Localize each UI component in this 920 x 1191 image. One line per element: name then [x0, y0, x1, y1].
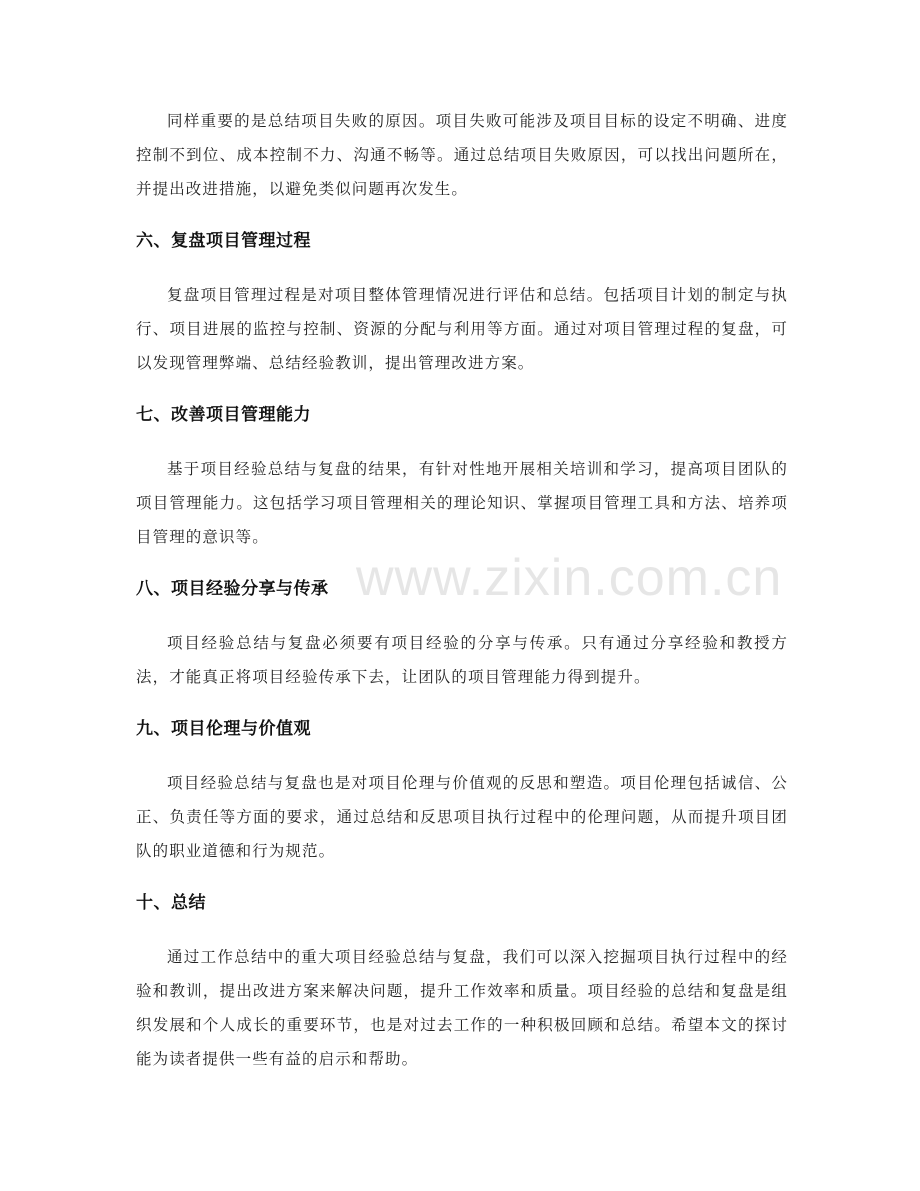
- section-heading-7: 七、改善项目管理能力: [136, 405, 311, 425]
- section-body-7: 基于项目经验总结与复盘的结果，有针对性地开展相关培训和学习，提高项目团队的项目管理能力。这包括学习项目管理相关的理论知识、掌握项目管理工具和方法、培养项目管理的意识等。: [136, 460, 788, 546]
- section-body-9: 项目经验总结与复盘也是对项目伦理与价值观的反思和塑造。项目伦理包括诚信、公正、负责任等方面的要求，通过总结和反思项目执行过程中的伦理问题，从而提升项目团队的职业道德和行为规范。: [136, 774, 788, 860]
- section-body-10: 通过工作总结中的重大项目经验总结与复盘，我们可以深入挖掘项目执行过程中的经验和教训，提出改进方案来解决问题，提升工作效率和质量。项目经验的总结和复盘是组织发展和个人成长的重要环节，也是对过去工作的一种积极回顾和总结。希望本文的探讨能为读者提供一些有益的启示和帮助。: [136, 948, 788, 1068]
- section-body-8: 项目经验总结与复盘必须要有项目经验的分享与传承。只有通过分享经验和教授方法，才能真正将项目经验传承下去，让团队的项目管理能力得到提升。: [136, 634, 788, 686]
- section-heading-9: 九、项目伦理与价值观: [136, 719, 311, 739]
- section-body-6: 复盘项目管理过程是对项目整体管理情况进行评估和总结。包括项目计划的制定与执行、项目进展的监控与控制、资源的分配与利用等方面。通过对项目管理过程的复盘，可以发现管理弊端、总结经验教训，提出管理改进方案。: [136, 286, 788, 372]
- section-heading-8: 八、项目经验分享与传承: [136, 579, 329, 599]
- section-heading-6: 六、复盘项目管理过程: [136, 231, 311, 251]
- section-heading-10: 十、总结: [136, 893, 206, 913]
- watermark: www.zixin.com.cn: [356, 549, 783, 607]
- intro-paragraph: 同样重要的是总结项目失败的原因。项目失败可能涉及项目目标的设定不明确、进度控制不到位、成本控制不力、沟通不畅等。通过总结项目失败原因，可以找出问题所在，并提出改进措施，以避免类似问题再次发生。: [136, 112, 788, 198]
